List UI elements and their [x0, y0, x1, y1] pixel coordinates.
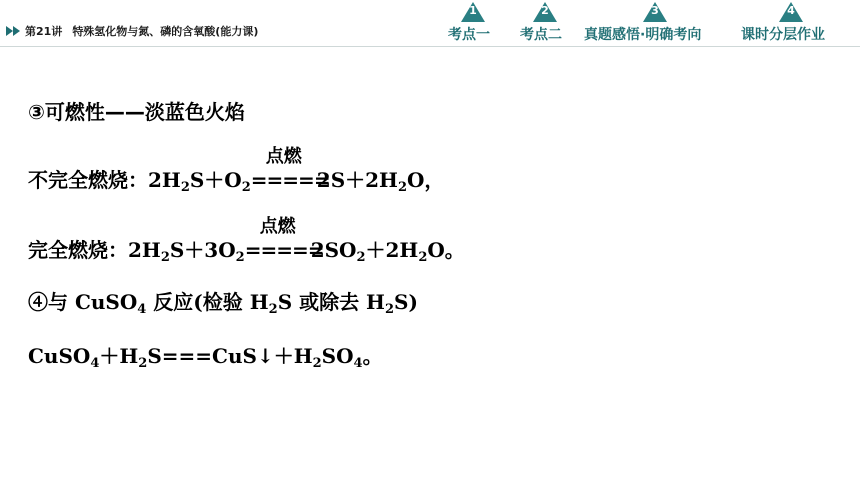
nav-tab-label: 考点一 — [448, 27, 490, 43]
header-divider — [0, 46, 860, 47]
double-arrow-icon — [6, 26, 22, 36]
nav-tab-zhenti[interactable] — [584, 0, 728, 46]
badge-1-icon: 1 — [460, 1, 486, 23]
lesson-title-area — [6, 22, 258, 40]
equation-cuso4: $CuSO_4+H_2S===CuS↓+H_2SO_4$。 — [28, 344, 383, 371]
top-navigation-bar — [0, 0, 860, 46]
reaction-condition: 点燃 ===== — [244, 216, 324, 262]
lesson-number: 第21讲 — [25, 25, 63, 38]
reaction-condition: 点燃 ===== — [250, 146, 330, 192]
nav-tab-label: 真题感悟·明确考向 — [584, 27, 702, 43]
badge-3-icon: 3 — [642, 1, 668, 23]
heading-cuso4-reaction: ④与 CuSO$_4$ 反应(检验 $H_2S$ 或除去 $H_2S$) — [28, 290, 418, 317]
badge-2-icon: 2 — [532, 1, 558, 23]
nav-tab-homework[interactable] — [741, 0, 845, 46]
heading-flammability: ③可燃性——淡蓝色火焰 — [28, 100, 245, 124]
badge-4-icon: 4 — [778, 1, 804, 23]
lesson-title: 特殊氢化物与氮、磷的含氧酸(能力课) — [72, 25, 259, 38]
nav-tab-label: 考点二 — [520, 27, 562, 43]
equation-incomplete-combustion: 不完全燃烧：$2H_2S+O_2$ 点燃 $=====2S+2H_2O$， — [28, 146, 445, 195]
nav-tab-label: 课时分层作业 — [741, 27, 825, 43]
equation-complete-combustion: 完全燃烧：$2H_2S+3O_2$ 点燃 $=====2SO_2+2H_2O$。 — [28, 216, 465, 265]
nav-tab-kaodian-2[interactable] — [520, 0, 572, 46]
nav-tab-kaodian-1[interactable] — [448, 0, 500, 46]
